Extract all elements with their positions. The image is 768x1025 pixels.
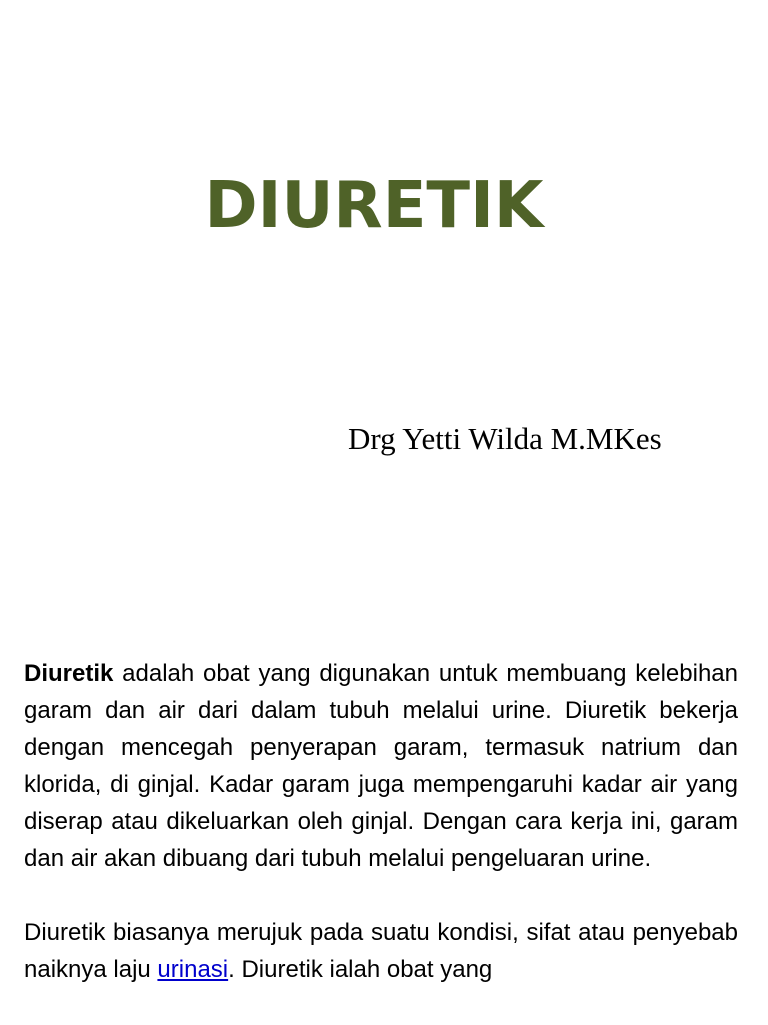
slide-title: DIURETIK xyxy=(204,169,544,243)
urination-text-before: Diuretik biasanya merujuk pada suatu kondisi, sifat atau penyebab naiknya laju xyxy=(24,919,738,983)
urinasi-link[interactable]: urinasi xyxy=(157,956,229,983)
definition-text: adalah obat yang digunakan untuk membuang kelebihan garam dan air dari dalam tubuh melalui urine. Diuretik bekerja dengan mencegah penyerapan garam, termasuk natrium dan klorida, di ginjal. Kadar garam juga mempengaruhi kadar air yang diserap atau dikeluarkan oleh ginjal. Dengan cara kerja ini, garam dan air akan dibuang dari tubuh melalui pengeluaran urine. xyxy=(24,660,738,872)
paragraph-definition xyxy=(24,655,738,877)
paragraph-urination xyxy=(24,914,738,988)
term-bold: Diuretik xyxy=(24,660,114,687)
urination-text-after: . Diuretik ialah obat yang xyxy=(228,956,493,983)
body-text xyxy=(24,655,738,1025)
author-name: Drg Yetti Wilda M.MKes xyxy=(348,421,662,456)
